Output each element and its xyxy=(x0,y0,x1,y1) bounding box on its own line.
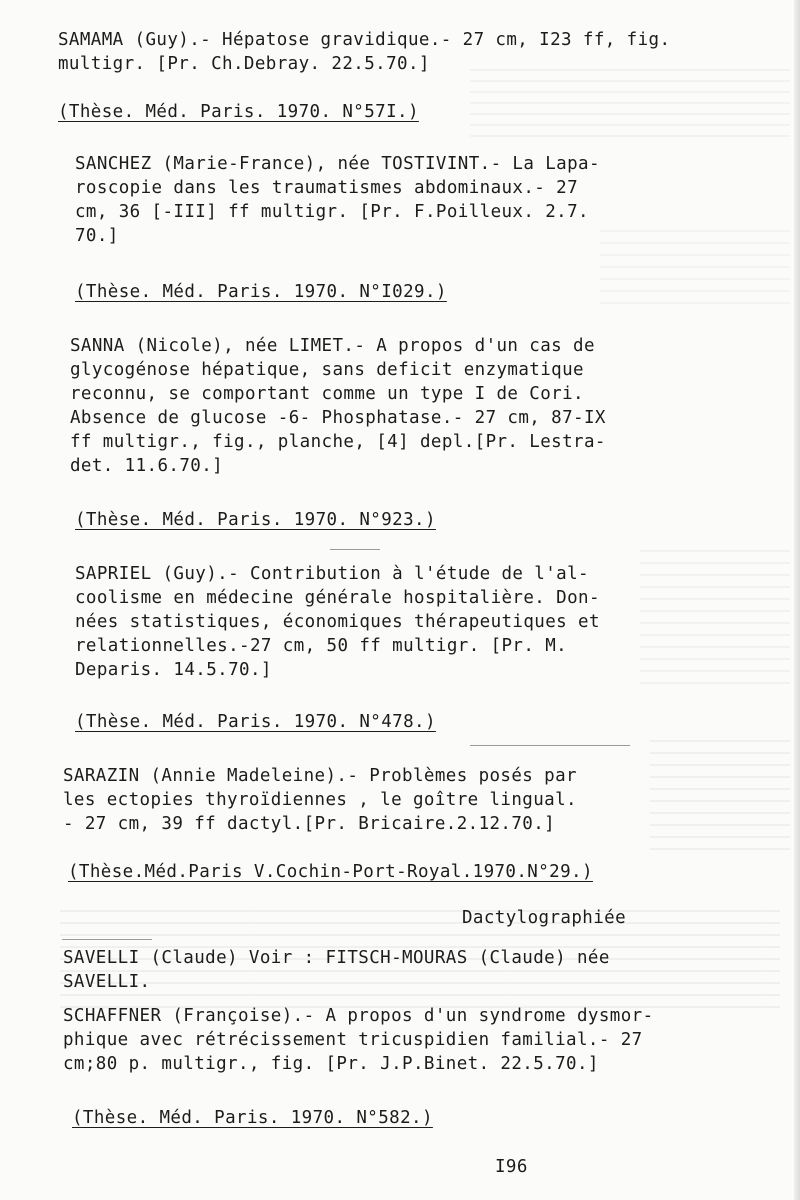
catalog-entry xyxy=(63,764,577,836)
entry-line: det. 11.6.70.] xyxy=(70,456,224,476)
catalog-entry xyxy=(75,152,600,248)
thesis-reference: (Thèse. Méd. Paris. 1970. N°478.) xyxy=(75,712,436,732)
bleed-through-texture xyxy=(640,540,790,690)
entry-line: SAMAMA (Guy).- Hépatose gravidique.- 27 cm, I23 ff, fig. xyxy=(58,30,671,50)
catalog-entry xyxy=(58,28,670,76)
entry-line: roscopie dans les traumatismes abdominaux.- 27 xyxy=(75,178,579,198)
entry-line: Absence de glucose -6- Phosphatase.- 27 cm, 87-IX xyxy=(70,408,606,428)
bleed-through-texture xyxy=(600,220,790,310)
dactylographiee-label: Dactylographiée xyxy=(462,908,627,928)
entry-line: ff multigr., fig., planche, [4] depl.[Pr. Lestra- xyxy=(70,432,606,452)
page-number: I96 xyxy=(495,1157,528,1177)
thesis-reference: (Thèse. Méd. Paris. 1970. N°I029.) xyxy=(75,282,447,302)
thesis-reference: (Thèse. Méd. Paris. 1970. N°57I.) xyxy=(58,102,419,122)
entry-line: nées statistiques, économiques thérapeutiques et xyxy=(75,612,600,632)
entry-line: SAPRIEL (Guy).- Contribution à l'étude de l'al- xyxy=(75,564,589,584)
entry-line: reconnu, se comportant comme un type I de Cori. xyxy=(70,384,584,404)
entry-line: cm, 36 [-III] ff multigr. [Pr. F.Poilleux. 2.7. xyxy=(75,202,589,222)
thesis-reference: (Thèse.Méd.Paris V.Cochin-Port-Royal.1970.N°29.) xyxy=(68,862,593,882)
entry-line: SAVELLI. xyxy=(63,972,151,992)
entry-line: Deparis. 14.5.70.] xyxy=(75,660,272,680)
divider xyxy=(470,745,630,746)
divider xyxy=(330,549,380,550)
page-edge-shadow xyxy=(794,0,800,1200)
entry-line: SARAZIN (Annie Madeleine).- Problèmes posés par xyxy=(63,766,577,786)
entry-line: phique avec rétrécissement tricuspidien familial.- 27 xyxy=(63,1030,643,1050)
entry-line: glycogénose hépatique, sans deficit enzymatique xyxy=(70,360,584,380)
thesis-reference: (Thèse. Méd. Paris. 1970. N°923.) xyxy=(75,510,436,530)
entry-line: multigr. [Pr. Ch.Debray. 22.5.70.] xyxy=(58,54,430,74)
thesis-reference: (Thèse. Méd. Paris. 1970. N°582.) xyxy=(72,1108,433,1128)
entry-line: les ectopies thyroïdiennes , le goître lingual. xyxy=(63,790,577,810)
divider xyxy=(62,939,152,940)
catalog-entry xyxy=(63,946,610,994)
catalog-entry xyxy=(63,1004,654,1076)
entry-line: 70.] xyxy=(75,226,119,246)
entry-line: cm;80 p. multigr., fig. [Pr. J.P.Binet. 22.5.70.] xyxy=(63,1054,599,1074)
bleed-through-texture xyxy=(650,730,790,850)
entry-line: coolisme en médecine générale hospitalière. Don- xyxy=(75,588,600,608)
entry-line: SCHAFFNER (Françoise).- A propos d'un syndrome dysmor- xyxy=(63,1006,654,1026)
catalog-entry xyxy=(75,562,600,682)
entry-line: - 27 cm, 39 ff dactyl.[Pr. Bricaire.2.12.70.] xyxy=(63,814,556,834)
entry-line: relationnelles.-27 cm, 50 ff multigr. [Pr. M. xyxy=(75,636,568,656)
entry-line: SANCHEZ (Marie-France), née TOSTIVINT.- La Lapa- xyxy=(75,154,600,174)
entry-line: SAVELLI (Claude) Voir : FITSCH-MOURAS (Claude) née xyxy=(63,948,610,968)
catalog-entry xyxy=(70,334,606,478)
entry-line: SANNA (Nicole), née LIMET.- A propos d'un cas de xyxy=(70,336,595,356)
